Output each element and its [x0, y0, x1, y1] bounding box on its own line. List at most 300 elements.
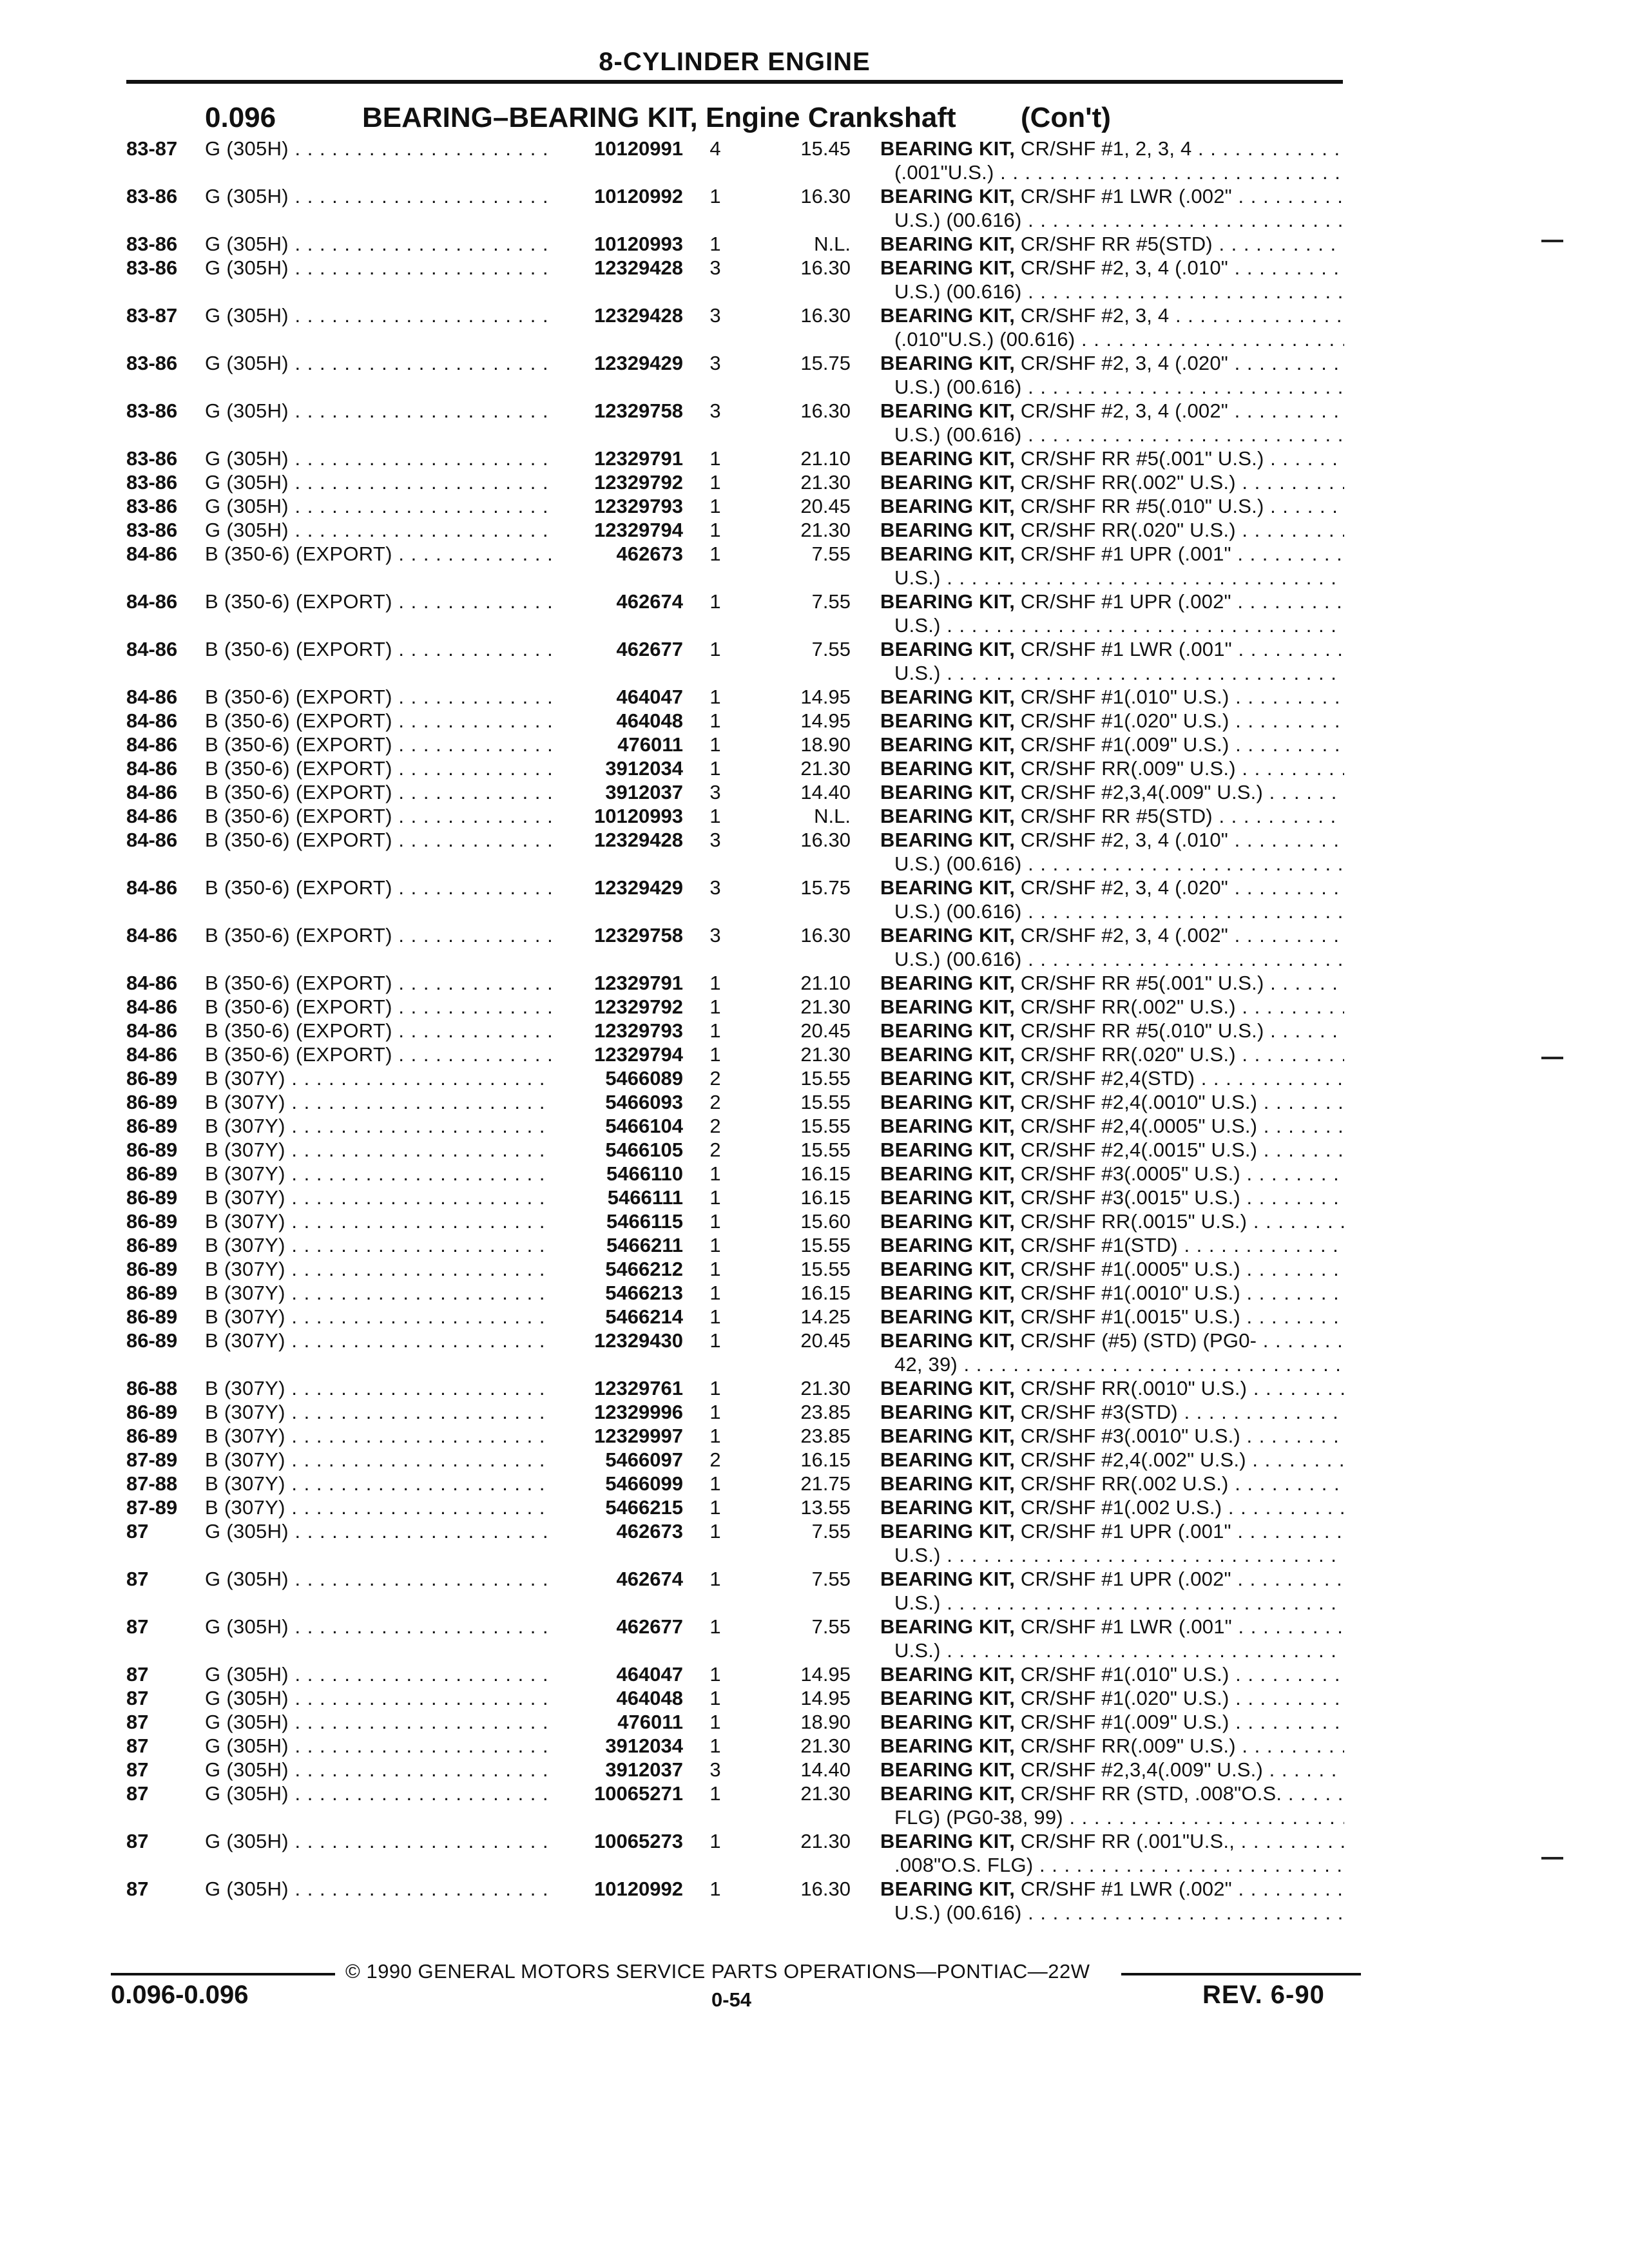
model-year: 84-86	[126, 924, 178, 947]
model-year: 83-86	[126, 447, 178, 470]
quantity: 1	[709, 638, 721, 660]
application: B (350-6) (EXPORT) . . .	[205, 780, 553, 804]
description-text: CR/SHF RR #5(STD)	[1020, 233, 1213, 255]
description-line-1	[880, 1138, 1344, 1162]
description	[880, 470, 1344, 494]
model-year: 86-89	[126, 1401, 178, 1423]
application: B (350-6) (EXPORT) . . .	[205, 709, 553, 733]
parts-row	[0, 351, 1629, 399]
description-line-2	[880, 852, 1344, 876]
description-text: CR/SHF #2,3,4(.009" U.S.)	[1020, 1758, 1263, 1781]
application: G (305H) . . .	[205, 447, 553, 470]
description-keyword: BEARING KIT,	[880, 137, 1016, 160]
part-number: 10065273	[553, 1829, 683, 1853]
description	[880, 1043, 1344, 1066]
description	[880, 1686, 1344, 1710]
quantity: 3	[709, 304, 721, 327]
description-keyword: BEARING KIT,	[880, 1282, 1016, 1304]
footer-revision: REV. 6-90	[1202, 1981, 1325, 2009]
price: 7.55	[811, 1568, 851, 1590]
model-year: 86-89	[126, 1091, 178, 1113]
description-keyword: BEARING KIT,	[880, 1615, 1016, 1638]
application: B (350-6) (EXPORT) . . .	[205, 923, 553, 947]
description-line-1	[880, 1782, 1344, 1805]
quantity: 1	[709, 1615, 721, 1638]
application: B (307Y) . . .	[205, 1138, 553, 1162]
application: B (307Y) . . .	[205, 1233, 553, 1257]
description-line-1	[880, 1162, 1344, 1186]
price: 21.30	[800, 1377, 851, 1399]
part-number: 12329791	[553, 447, 683, 470]
parts-row	[0, 828, 1629, 876]
description	[880, 1209, 1344, 1233]
description	[880, 1066, 1344, 1090]
quantity: 3	[709, 876, 721, 899]
description-text: CR/SHF #2,4(.002" U.S.)	[1020, 1448, 1246, 1471]
description-line-1	[880, 1734, 1344, 1758]
parts-row	[0, 709, 1629, 733]
model-year: 84-86	[126, 805, 178, 827]
description-keyword: BEARING KIT,	[880, 709, 1016, 732]
description-text-cont: U.S.)	[894, 566, 941, 589]
price: 21.10	[800, 972, 851, 994]
application: G (305H) . . .	[205, 494, 553, 518]
part-number: 12329428	[553, 303, 683, 327]
description-line-1	[880, 1710, 1344, 1734]
model-year: 84-86	[126, 590, 178, 613]
description-keyword: BEARING KIT,	[880, 1568, 1016, 1590]
application: B (350-6) (EXPORT) . . .	[205, 637, 553, 661]
application: B (350-6) (EXPORT) . . .	[205, 590, 553, 613]
parts-row	[0, 1782, 1629, 1829]
description-text: CR/SHF #1 UPR (.001"	[1020, 1520, 1231, 1542]
parts-row	[0, 184, 1629, 232]
part-number: 5466097	[553, 1448, 683, 1472]
quantity: 1	[709, 1282, 721, 1304]
description-text: CR/SHF #1(.0010" U.S.)	[1020, 1282, 1240, 1304]
part-number: 476011	[553, 1710, 683, 1734]
description-text-cont: U.S.)	[894, 1591, 941, 1614]
price: 16.30	[800, 1878, 851, 1900]
price: 14.95	[800, 709, 851, 732]
part-number: 5466214	[553, 1305, 683, 1329]
part-number: 12329792	[553, 470, 683, 494]
quantity: 1	[709, 1782, 721, 1805]
description	[880, 709, 1344, 733]
price: 15.75	[800, 352, 851, 374]
description	[880, 351, 1344, 399]
parts-row	[0, 470, 1629, 494]
model-year: 86-89	[126, 1258, 178, 1280]
parts-row	[0, 1519, 1629, 1567]
quantity: 3	[709, 399, 721, 422]
description-line-1	[880, 995, 1344, 1019]
model-year: 84-86	[126, 876, 178, 899]
description-text: CR/SHF #2, 3, 4 (.020"	[1020, 352, 1228, 374]
application: G (305H) . . .	[205, 1758, 553, 1782]
quantity: 3	[709, 352, 721, 374]
price: N.L.	[814, 805, 851, 827]
description-text: CR/SHF #1(.009" U.S.)	[1020, 733, 1229, 756]
price: 21.30	[800, 1830, 851, 1852]
quantity: 1	[709, 1878, 721, 1900]
model-year: 86-89	[126, 1282, 178, 1304]
description-text-cont: .008"O.S. FLG)	[894, 1854, 1034, 1876]
part-number: 5466115	[553, 1209, 683, 1233]
model-year: 84-86	[126, 733, 178, 756]
description-keyword: BEARING KIT,	[880, 686, 1016, 708]
description-text: CR/SHF RR(.0010" U.S.)	[1020, 1377, 1248, 1399]
application: B (307Y) . . .	[205, 1305, 553, 1329]
description	[880, 1233, 1344, 1257]
description-keyword: BEARING KIT,	[880, 1067, 1016, 1090]
model-year: 86-88	[126, 1377, 178, 1399]
description-line-2	[880, 327, 1344, 351]
model-year: 87	[126, 1520, 149, 1542]
description-line-2	[880, 566, 1344, 590]
description	[880, 518, 1344, 542]
description-keyword: BEARING KIT,	[880, 805, 1016, 827]
description-keyword: BEARING KIT,	[880, 1115, 1016, 1137]
section-title: BEARING–BEARING KIT, Engine Crankshaft	[362, 102, 956, 133]
description-text: CR/SHF RR(.002" U.S.)	[1020, 471, 1236, 494]
description	[880, 303, 1344, 351]
quantity: 1	[709, 1735, 721, 1757]
description-keyword: BEARING KIT,	[880, 1711, 1016, 1733]
description-line-1	[880, 1281, 1344, 1305]
application: B (350-6) (EXPORT) . . .	[205, 542, 553, 566]
parts-row	[0, 1376, 1629, 1400]
part-number: 462677	[553, 1615, 683, 1639]
quantity: 1	[709, 1305, 721, 1328]
part-number: 12329791	[553, 971, 683, 995]
parts-row	[0, 637, 1629, 685]
price: 16.30	[800, 924, 851, 947]
description	[880, 1495, 1344, 1519]
part-number: 12329792	[553, 995, 683, 1019]
application: B (307Y) . . .	[205, 1400, 553, 1424]
description-line-1	[880, 351, 1344, 375]
application: B (307Y) . . .	[205, 1448, 553, 1472]
quantity: 2	[709, 1091, 721, 1113]
footer-page-range: 0.096-0.096	[111, 1981, 249, 2009]
description	[880, 1162, 1344, 1186]
parts-row	[0, 1281, 1629, 1305]
model-year: 86-89	[126, 1425, 178, 1447]
model-year: 86-89	[126, 1186, 178, 1209]
description-keyword: BEARING KIT,	[880, 876, 1016, 899]
application: G (305H) . . .	[205, 1734, 553, 1758]
description-text: CR/SHF #2,4(.0005" U.S.)	[1020, 1115, 1258, 1137]
description	[880, 923, 1344, 971]
description-line-1	[880, 518, 1344, 542]
parts-row	[0, 1734, 1629, 1758]
model-year: 83-86	[126, 471, 178, 494]
price: 23.85	[800, 1425, 851, 1447]
description	[880, 780, 1344, 804]
quantity: 1	[709, 1186, 721, 1209]
model-year: 87	[126, 1663, 149, 1686]
description-text: CR/SHF #2, 3, 4	[1020, 304, 1170, 327]
price: 16.15	[800, 1282, 851, 1304]
description	[880, 1615, 1344, 1662]
footer-rule-right	[1121, 1973, 1361, 1975]
description-keyword: BEARING KIT,	[880, 1091, 1016, 1113]
description-line-2	[880, 1853, 1344, 1877]
description-line-1	[880, 876, 1344, 899]
quantity: 1	[709, 471, 721, 494]
description-line-1	[880, 1019, 1344, 1043]
description-text: CR/SHF #3(.0005" U.S.)	[1020, 1162, 1240, 1185]
description-line-1	[880, 971, 1344, 995]
description-keyword: BEARING KIT,	[880, 1782, 1016, 1805]
price: 7.55	[811, 638, 851, 660]
parts-row	[0, 1615, 1629, 1662]
description	[880, 1734, 1344, 1758]
quantity: 1	[709, 519, 721, 541]
description	[880, 184, 1344, 232]
parts-row	[0, 494, 1629, 518]
description-keyword: BEARING KIT,	[880, 495, 1016, 517]
header-rule	[126, 80, 1343, 84]
description-keyword: BEARING KIT,	[880, 733, 1016, 756]
part-number: 12329761	[553, 1376, 683, 1400]
description-text-cont: U.S.)	[894, 1639, 941, 1662]
quantity: 1	[709, 1568, 721, 1590]
parts-list	[0, 137, 1629, 1925]
description-text: CR/SHF RR #5(.010" U.S.)	[1020, 495, 1264, 517]
quantity: 1	[709, 1472, 721, 1495]
model-year: 84-86	[126, 638, 178, 660]
application: B (350-6) (EXPORT) . . .	[205, 1019, 553, 1043]
quantity: 1	[709, 1210, 721, 1233]
price: 21.30	[800, 995, 851, 1018]
part-number: 464048	[553, 1686, 683, 1710]
quantity: 1	[709, 805, 721, 827]
description-line-1	[880, 685, 1344, 709]
quantity: 1	[709, 1019, 721, 1042]
description-keyword: BEARING KIT,	[880, 995, 1016, 1018]
description	[880, 1710, 1344, 1734]
application: B (307Y) . . .	[205, 1281, 553, 1305]
quantity: 1	[709, 757, 721, 780]
description-keyword: BEARING KIT,	[880, 781, 1016, 803]
model-year: 84-86	[126, 1019, 178, 1042]
application: G (305H) . . .	[205, 399, 553, 423]
price: 18.90	[800, 733, 851, 756]
description-text: CR/SHF #2, 3, 4 (.010"	[1020, 829, 1228, 851]
description-line-1	[880, 637, 1344, 661]
description-keyword: BEARING KIT,	[880, 757, 1016, 780]
part-number: 462674	[553, 590, 683, 613]
price: 15.55	[800, 1139, 851, 1161]
description	[880, 1877, 1344, 1925]
quantity: 1	[709, 1401, 721, 1423]
model-year: 83-86	[126, 233, 178, 255]
description-text: CR/SHF #2, 3, 4 (.002"	[1020, 399, 1228, 422]
quantity: 1	[709, 995, 721, 1018]
description-keyword: BEARING KIT,	[880, 1162, 1016, 1185]
description-line-1	[880, 1567, 1344, 1591]
parts-row	[0, 1686, 1629, 1710]
quantity: 2	[709, 1115, 721, 1137]
description-keyword: BEARING KIT,	[880, 471, 1016, 494]
description-line-2	[880, 1352, 1344, 1376]
quantity: 1	[709, 686, 721, 708]
description-line-2	[880, 1543, 1344, 1567]
description-line-2	[880, 1591, 1344, 1615]
part-number: 12329794	[553, 1043, 683, 1066]
price: 15.60	[800, 1210, 851, 1233]
part-number: 12329430	[553, 1329, 683, 1352]
description-text: CR/SHF #1 UPR (.002"	[1020, 1568, 1231, 1590]
description-line-1	[880, 184, 1344, 208]
description-text: CR/SHF RR #5(.001" U.S.)	[1020, 972, 1264, 994]
parts-row	[0, 971, 1629, 995]
description-line-1	[880, 494, 1344, 518]
part-number: 5466111	[553, 1186, 683, 1209]
parts-row	[0, 1209, 1629, 1233]
price: 21.75	[800, 1472, 851, 1495]
description-line-1	[880, 1424, 1344, 1448]
part-number: 12329758	[553, 399, 683, 423]
part-number: 476011	[553, 733, 683, 756]
part-number: 12329428	[553, 256, 683, 280]
part-number: 5466211	[553, 1233, 683, 1257]
application: G (305H) . . .	[205, 256, 553, 280]
price: 7.55	[811, 1615, 851, 1638]
description-line-1	[880, 1758, 1344, 1782]
section-continued: (Con't)	[1021, 102, 1111, 133]
quantity: 1	[709, 733, 721, 756]
application: G (305H) . . .	[205, 137, 553, 160]
description-line-2	[880, 947, 1344, 971]
application: G (305H) . . .	[205, 1710, 553, 1734]
description-line-2	[880, 160, 1344, 184]
description	[880, 590, 1344, 637]
application: B (307Y) . . .	[205, 1257, 553, 1281]
application: B (350-6) (EXPORT) . . .	[205, 685, 553, 709]
part-number: 3912034	[553, 756, 683, 780]
description-keyword: BEARING KIT,	[880, 1329, 1016, 1352]
model-year: 87	[126, 1758, 149, 1781]
description-keyword: BEARING KIT,	[880, 1663, 1016, 1686]
application: G (305H) . . .	[205, 1615, 553, 1639]
part-number: 10065271	[553, 1782, 683, 1805]
quantity: 1	[709, 185, 721, 207]
description-text: CR/SHF #1 LWR (.001"	[1020, 1615, 1232, 1638]
price: 21.30	[800, 471, 851, 494]
part-number: 3912037	[553, 1758, 683, 1782]
model-year: 87-88	[126, 1472, 178, 1495]
description	[880, 1448, 1344, 1472]
parts-row	[0, 1448, 1629, 1472]
description	[880, 1019, 1344, 1043]
parts-row	[0, 590, 1629, 637]
model-year: 84-86	[126, 829, 178, 851]
model-year: 86-89	[126, 1115, 178, 1137]
part-number: 10120992	[553, 184, 683, 208]
section-number: 0.096	[205, 102, 276, 133]
quantity: 3	[709, 924, 721, 947]
quantity: 1	[709, 709, 721, 732]
price: 21.30	[800, 519, 851, 541]
description-keyword: BEARING KIT,	[880, 447, 1016, 470]
model-year: 84-86	[126, 686, 178, 708]
quantity: 1	[709, 1520, 721, 1542]
quantity: 3	[709, 781, 721, 803]
part-number: 3912034	[553, 1734, 683, 1758]
description-text: CR/SHF RR #5(STD)	[1020, 805, 1213, 827]
description	[880, 756, 1344, 780]
model-year: 87	[126, 1782, 149, 1805]
parts-row	[0, 995, 1629, 1019]
part-number: 3912037	[553, 780, 683, 804]
description-text: CR/SHF RR (.001"U.S.,	[1020, 1830, 1235, 1852]
application: B (307Y) . . .	[205, 1162, 553, 1186]
parts-row	[0, 1400, 1629, 1424]
part-number: 464047	[553, 685, 683, 709]
description	[880, 1782, 1344, 1829]
price: 18.90	[800, 1711, 851, 1733]
description	[880, 1662, 1344, 1686]
description-text: CR/SHF #2, 3, 4 (.010"	[1020, 256, 1228, 279]
description-text: CR/SHF #1(.010" U.S.)	[1020, 686, 1229, 708]
price: 7.55	[811, 590, 851, 613]
description	[880, 1519, 1344, 1567]
description-text: CR/SHF #1(.020" U.S.)	[1020, 1687, 1229, 1709]
model-year: 86-89	[126, 1305, 178, 1328]
model-year: 87	[126, 1711, 149, 1733]
description	[880, 971, 1344, 995]
model-year: 86-89	[126, 1067, 178, 1090]
application: B (307Y) . . .	[205, 1066, 553, 1090]
part-number: 12329429	[553, 876, 683, 899]
description-text-cont: U.S.) (00.616)	[894, 900, 1022, 923]
price: 14.95	[800, 1663, 851, 1686]
part-number: 464048	[553, 709, 683, 733]
parts-row	[0, 542, 1629, 590]
description-keyword: BEARING KIT,	[880, 829, 1016, 851]
description-line-1	[880, 399, 1344, 423]
description-text: CR/SHF #1(.0005" U.S.)	[1020, 1258, 1240, 1280]
quantity: 1	[709, 495, 721, 517]
description-text-cont: U.S.) (00.616)	[894, 423, 1022, 446]
description-text: CR/SHF #3(.0015" U.S.)	[1020, 1186, 1240, 1209]
price: 14.25	[800, 1305, 851, 1328]
description-keyword: BEARING KIT,	[880, 1019, 1016, 1042]
part-number: 10120993	[553, 232, 683, 256]
description-line-1	[880, 804, 1344, 828]
application: B (350-6) (EXPORT) . . .	[205, 971, 553, 995]
parts-row	[0, 1233, 1629, 1257]
price: 16.30	[800, 185, 851, 207]
parts-row	[0, 1257, 1629, 1281]
price: 21.30	[800, 1782, 851, 1805]
description-line-2	[880, 375, 1344, 399]
description-keyword: BEARING KIT,	[880, 590, 1016, 613]
application: B (307Y) . . .	[205, 1495, 553, 1519]
description-text: CR/SHF RR(.009" U.S.)	[1020, 757, 1236, 780]
description-text: CR/SHF #2,4(.0010" U.S.)	[1020, 1091, 1258, 1113]
description	[880, 733, 1344, 756]
description-text: CR/SHF #2, 3, 4 (.002"	[1020, 924, 1228, 947]
quantity: 2	[709, 1067, 721, 1090]
description-text: CR/SHF #2,4(STD)	[1020, 1067, 1195, 1090]
application: G (305H) . . .	[205, 1877, 553, 1901]
description-text: CR/SHF #1(.009" U.S.)	[1020, 1711, 1229, 1733]
quantity: 1	[709, 1377, 721, 1399]
